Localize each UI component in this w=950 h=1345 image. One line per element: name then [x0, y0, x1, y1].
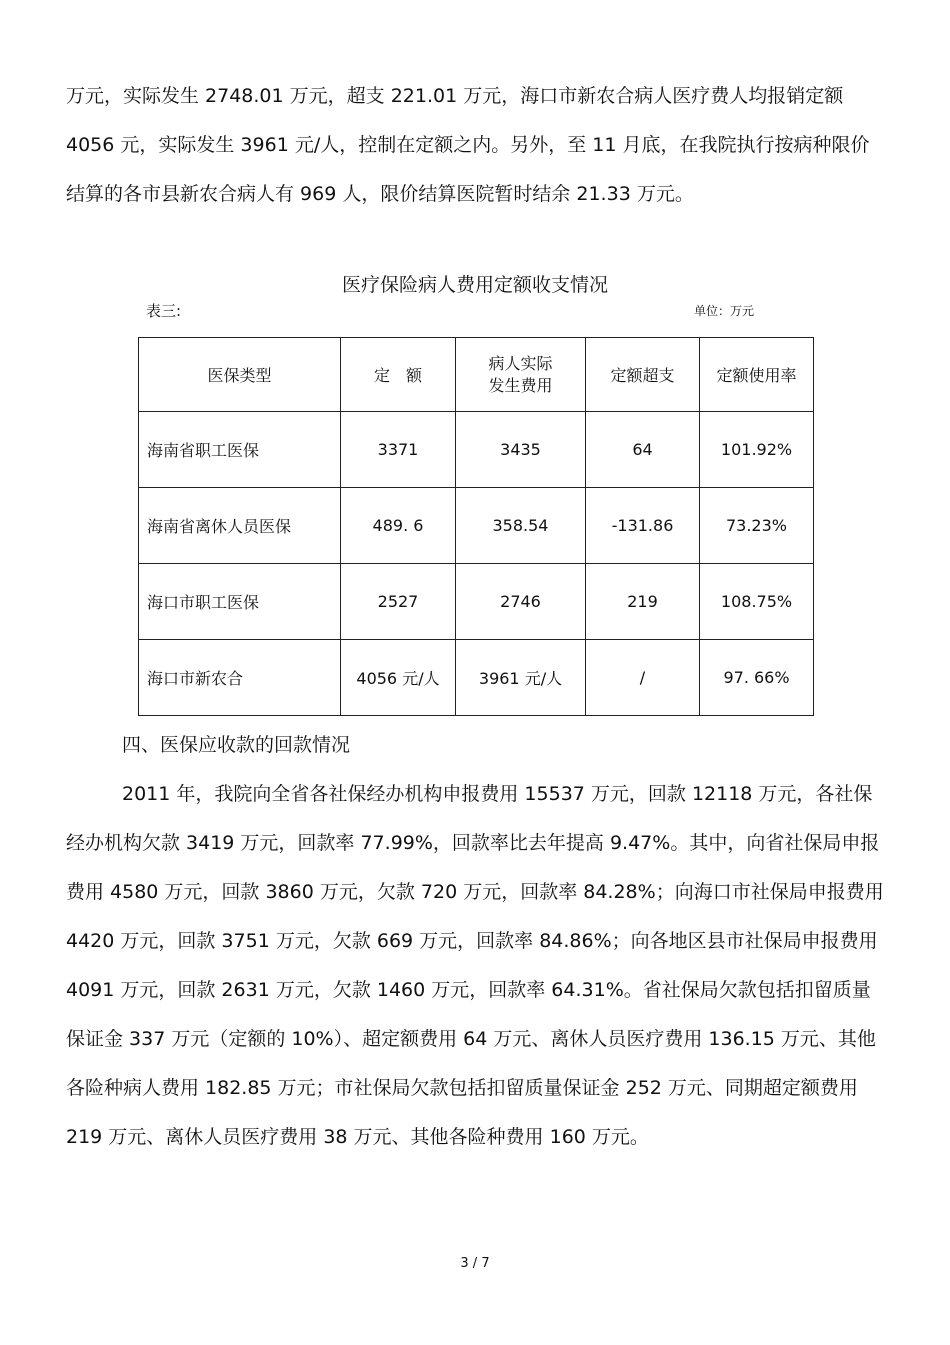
cell-rate: 97. 66% — [700, 640, 814, 716]
table-row — [139, 488, 814, 564]
intro-paragraph: 万元，实际发生 2748.01 万元，超支 221.01 万元，海口市新农合病人医疗费人均报销定额 4056 元，实际发生 3961 元/人，控制在定额之内。另外，至 11 月底，在我院执行按病种限价结算的各市县新农合病人有 969 人，限价结算医院暂时结余 21.33 万元。 — [66, 85, 870, 205]
header-actual-cost: 病人实际 发生费用 — [456, 338, 586, 412]
cell-type: 海口市新农合 — [139, 640, 341, 716]
cell-rate: 73.23% — [700, 488, 814, 564]
cell-quota: 2527 — [341, 564, 456, 640]
table-row — [139, 564, 814, 640]
table-unit: 单位：万元 — [694, 304, 755, 318]
table-label: 表三: — [146, 302, 182, 320]
cell-overspend: 64 — [586, 412, 700, 488]
header-usage-rate: 定额使用率 — [700, 338, 814, 412]
cell-type: 海南省职工医保 — [139, 412, 341, 488]
header-quota: 定 额 — [341, 338, 456, 412]
page-number: 3 / 7 — [460, 1256, 490, 1271]
cell-overspend: 219 — [586, 564, 700, 640]
header-overspend: 定额超支 — [586, 338, 700, 412]
table-header-row — [139, 338, 814, 412]
cell-rate: 101.92% — [700, 412, 814, 488]
cell-type: 海南省离休人员医保 — [139, 488, 341, 564]
cell-actual: 358.54 — [456, 488, 586, 564]
cell-rate: 108.75% — [700, 564, 814, 640]
cell-type: 海口市职工医保 — [139, 564, 341, 640]
header-type: 医保类型 — [139, 338, 341, 412]
insurance-quota-table — [138, 337, 814, 716]
cell-actual: 3961 元/人 — [456, 640, 586, 716]
cell-quota: 3371 — [341, 412, 456, 488]
cell-quota: 489. 6 — [341, 488, 456, 564]
cell-actual: 2746 — [456, 564, 586, 640]
table-title: 医疗保险病人费用定额收支情况 — [341, 274, 608, 296]
table-row — [139, 412, 814, 488]
table-row — [139, 640, 814, 716]
cell-quota: 4056 元/人 — [341, 640, 456, 716]
section-paragraph: 2011 年，我院向全省各社保经办机构申报费用 15537 万元，回款 12118 万元，各社保经办机构欠款 3419 万元，回款率 77.99%，回款率比去年提高 9.47%。其中，向省社保局申报费用 4580 万元，回款 3860 万元，欠款 720 万元，回款率 84.28%；向海口市社保局申报费用 4420 万元，回款 3751 万元，欠款 669 万元，回款率 84.86%；向各地区县市社保局申报费用 4091 万元，回款 2631 万元，欠款 1460 万元，回款率 64.31%。省社保局欠款包括扣留质量保证金 337 万元（定额的 10%）、超定额费用 64 万元、离休人员医疗费用 136.15 万元、其他各险种病人费用 182.85 万元；市社保局欠款包括扣留质量保证金 252 万元、同期超定额费用 219 万元、离休人员医疗费用 38 万元、其他各险种费用 160 万元。 — [66, 783, 884, 1148]
cell-overspend: -131.86 — [586, 488, 700, 564]
cell-actual: 3435 — [456, 412, 586, 488]
cell-overspend: / — [586, 640, 700, 716]
section-heading: 四、医保应收款的回款情况 — [122, 734, 351, 756]
